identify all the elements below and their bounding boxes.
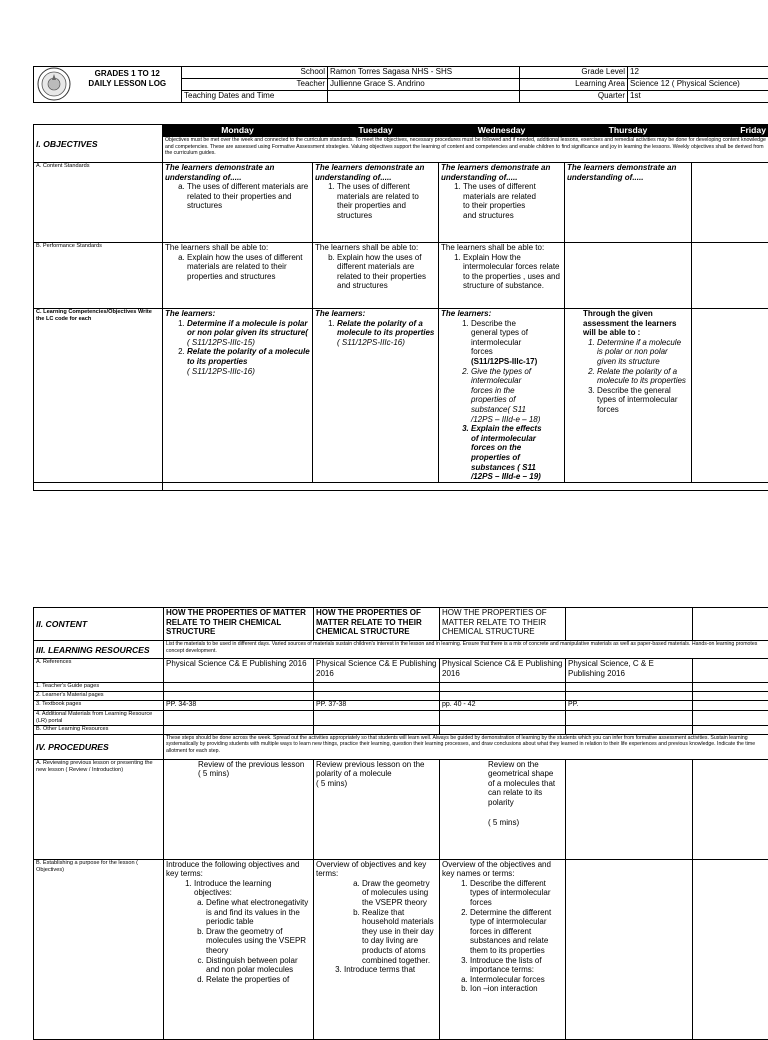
purpose-wed-2: 2. Determine the different type of intermolecular forces in different substances and relate them to its properties: [470, 908, 563, 956]
performance-intro-mon: The learners shall be able to:: [165, 243, 310, 253]
purpose-wed-b: b. Ion –ion interaction: [470, 984, 563, 994]
purpose-mon-c: c. Distinguish between polar and non polar molecules: [206, 956, 311, 975]
purpose-label: B. Establishing a purpose for the lesson ( Objectives): [34, 859, 164, 1039]
purpose-wed-1: 1. Describe the different types of intermolecular forces: [470, 879, 563, 908]
performance-standard-mon: a. Explain how the uses of different materials are related to their properties and structures: [187, 253, 310, 282]
content-standards-label: A. Content Standards: [34, 163, 163, 243]
objectives-note: Objectives must be met over the week and connected to the curriculum standards. To meet the objectives, necessary procedures must be followed and if needed, additional lessons, exercises and remedial activities may be done for developing content knowledge and competencies. These are assessed using Formative Assessment strategies. Valuing objectives support the learning of content and competencies and enable children to find significance and joy in learning the lessons. Weekly objectives shall be derived from the curriculum guides.: [163, 137, 768, 163]
purpose-tue-3: 3. Introduce terms that: [344, 965, 437, 975]
learners-material-label: 2. Learner's Material pages: [34, 692, 164, 701]
procedures-title: IV. PROCEDURES: [34, 734, 164, 759]
lc-wed-2: 2. Give the types of intermolecular forces in the properties of substance( S11 /12PS – IIId-e – 18): [471, 367, 544, 425]
day-monday: Monday: [163, 125, 313, 137]
learning-competencies-label: C. Learning Competencies/Objectives Write the LC code for each: [34, 309, 163, 483]
content-wed: HOW THE PROPERTIES OF MATTER RELATE TO THEIR CHEMICAL STRUCTURE: [440, 608, 566, 641]
resources-title: III. LEARNING RESOURCES: [34, 641, 164, 659]
purpose-tue-a: a. Draw the geometry of molecules using the VSEPR theory: [362, 879, 437, 908]
lc-intro-thu: Through the given assessment the learners will be able to :: [583, 309, 689, 338]
lc-intro-wed: The learners:: [441, 309, 562, 319]
content-standard-tue: 1. The uses of different materials are related to their properties and structures: [337, 182, 436, 220]
purpose-mon-1: Introduce the learning objectives:: [194, 879, 271, 898]
performance-intro-tue: The learners shall be able to:: [315, 243, 436, 253]
content-mon: HOW THE PROPERTIES OF MATTER RELATE TO THEIR CHEMICAL STRUCTURE: [164, 608, 314, 641]
purpose-mon-intro: Introduce the following objectives and key terms:: [166, 860, 311, 879]
teachers-guide-label: 1. Teacher's Guide pages: [34, 683, 164, 692]
content-tue: HOW THE PROPERTIES OF MATTER RELATE TO THEIR CHEMICAL STRUCTURE: [314, 608, 440, 641]
procedures-note: These steps should be done across the week. Spread out the activities appropriately so that students will learn well. Always be guided by demonstration of learning by the students which you can infer from formative assessment activities. Sustain learning systematically by providing students with multiple ways to learn new things, practice their learning, question their learning processes, and draw conclusions about what they learned in relation to their life experiences and previous knowledge. Indicate the time allotment for each step.: [164, 734, 768, 759]
review-wed: Review on the geometrical shape of a molecules that can relate to its polarity: [488, 760, 557, 808]
teacher-label: Teacher: [182, 79, 328, 91]
content-title: II. CONTENT: [34, 608, 164, 641]
purpose-mon-d: d. Relate the properties of: [206, 975, 311, 985]
purpose-tue-b: b. Realize that household materials they use in their day to day living are products of atoms combined together.: [362, 908, 437, 966]
teacher-value: Jullienne Grace S. Andrino: [328, 79, 520, 91]
lc-thu-1: 1. Determine if a molecule is polar or non polar given its structure: [597, 338, 689, 367]
ref-wed: Physical Science C& E Publishing 2016: [440, 659, 566, 683]
tb-tue: PP. 37-38: [314, 701, 440, 711]
lc-mon-2: Relate the polarity of a molecule to its properties: [187, 347, 310, 366]
dates-value: [328, 91, 520, 103]
lc-thu-3: 3. Describe the general types of intermolecular forces: [597, 386, 689, 415]
lc-tue-1: Relate the polarity of a molecule to its properties: [337, 319, 434, 338]
lc-intro-tue: The learners:: [315, 309, 436, 319]
doc-title-1: GRADES 1 TO 12: [76, 69, 180, 79]
lc-tue-1-code: ( S11/12PS-IIIc-16): [337, 338, 405, 347]
resources-note: List the materials to be used in different days. Varied sources of materials sustain children's interest in the lesson and in learning. Ensure that there is a mix of concrete and manipulative materials as well as paper-based materials. Hands-on learning promotes concept development.: [164, 641, 768, 659]
lesson-log-page-1: [33, 66, 768, 491]
purpose-mon-b: b. Draw the geometry of molecules using the VSEPR theory: [206, 927, 311, 956]
ref-mon: Physical Science C& E Publishing 2016: [164, 659, 314, 683]
dates-label: Teaching Dates and Time: [182, 91, 328, 103]
review-tue: Review previous lesson on the polarity of a molecule: [316, 760, 437, 779]
performance-standard-wed: 1. Explain How the intermolecular forces relate to the properties , uses and structure of substance.: [463, 253, 562, 291]
lc-wed-3: 3. Explain the effects of intermolecular forces on the properties of substances ( S11 /12PS – IIId-e – 19): [471, 424, 544, 482]
content-intro-thu: The learners demonstrate an understanding of.....: [567, 163, 689, 182]
lc-mon-2-code: ( S11/12PS-IIIc-16): [187, 367, 255, 376]
performance-intro-wed: The learners shall be able to:: [441, 243, 562, 253]
grade-value: 12: [628, 67, 768, 79]
school-label: School: [182, 67, 328, 79]
purpose-wed-3: 3. Introduce the lists of importance terms:: [470, 956, 563, 975]
day-wednesday: Wednesday: [439, 125, 565, 137]
review-tue-time: ( 5 mins): [316, 779, 437, 789]
purpose-wed-a: a. Intermolecular forces: [470, 975, 563, 985]
performance-standards-label: B. Performance Standards: [34, 243, 163, 309]
objectives-table: [33, 124, 768, 491]
day-thursday: Thursday: [565, 125, 692, 137]
tb-mon: PP. 34-38: [164, 701, 314, 711]
lc-intro-mon: The learners:: [165, 309, 310, 319]
content-intro-wed: The learners demonstrate an understanding of.....: [441, 163, 562, 182]
references-label: A. References: [34, 659, 164, 683]
lc-wed-1: Describe the general types of intermolecular forces: [471, 319, 528, 357]
purpose-mon-a: a. Define what electronegativity is and find its values in the periodic table: [206, 898, 311, 927]
purpose-tue-intro: Overview of objectives and key terms:: [316, 860, 437, 879]
quarter-label: Quarter: [520, 91, 628, 103]
area-label: Learning Area: [520, 79, 628, 91]
content-procedures-table: [33, 607, 768, 1040]
review-wed-time: ( 5 mins): [488, 818, 557, 828]
content-intro-mon: The learners demonstrate an understanding of.....: [165, 163, 310, 182]
tb-wed: pp. 40 - 42: [440, 701, 566, 711]
purpose-wed-intro: Overview of the objectives and key names or terms:: [442, 860, 563, 879]
additional-materials-label: 4. Additional Materials from Learning Resource (LR) portal: [34, 710, 164, 725]
tb-thu: PP.: [566, 701, 693, 711]
content-intro-tue: The learners demonstrate an understanding of.....: [315, 163, 436, 182]
textbook-pages-label: 3. Textbook pages: [34, 701, 164, 711]
lc-mon-1-code: ( S11/12PS-IIIc-15): [187, 338, 255, 347]
header-table: [33, 66, 768, 103]
day-tuesday: Tuesday: [313, 125, 439, 137]
doc-title-2: DAILY LESSON LOG: [76, 79, 180, 89]
review-mon-time: ( 5 mins): [198, 769, 311, 779]
area-value: Science 12 ( Physical Science): [628, 79, 768, 91]
lc-wed-1-code: (S11/12PS-IIIc-17): [471, 357, 537, 366]
content-standard-wed: 1. The uses of different materials are related to their properties and structures: [463, 182, 540, 220]
lesson-log-page-2: [33, 607, 768, 1040]
content-standard-mon: a. The uses of different materials are related to their properties and structures: [187, 182, 310, 211]
quarter-value: 1st: [628, 91, 768, 103]
objectives-title: I. OBJECTIVES: [34, 125, 163, 163]
lc-mon-1: Determine if a molecule is polar or non polar given its structure(: [187, 319, 308, 338]
other-resources-label: B. Other Learning Resources: [34, 725, 164, 734]
lc-thu-2: 2. Relate the polarity of a molecule to its properties: [597, 367, 689, 386]
performance-standard-tue: b. Explain how the uses of different materials are related to their properties and structures: [337, 253, 436, 291]
ref-tue: Physical Science C& E Publishing 2016: [314, 659, 440, 683]
grade-label: Grade Level: [520, 67, 628, 79]
review-label: A. Reviewing previous lesson or presenting the new lesson ( Review / Introduction): [34, 759, 164, 859]
ref-thu: Physical Science, C & E Publishing 2016: [566, 659, 693, 683]
deped-seal: [36, 67, 72, 101]
school-value: Ramon Torres Sagasa NHS - SHS: [328, 67, 520, 79]
review-mon: Review of the previous lesson: [198, 760, 311, 770]
day-friday: Friday: [692, 125, 768, 137]
